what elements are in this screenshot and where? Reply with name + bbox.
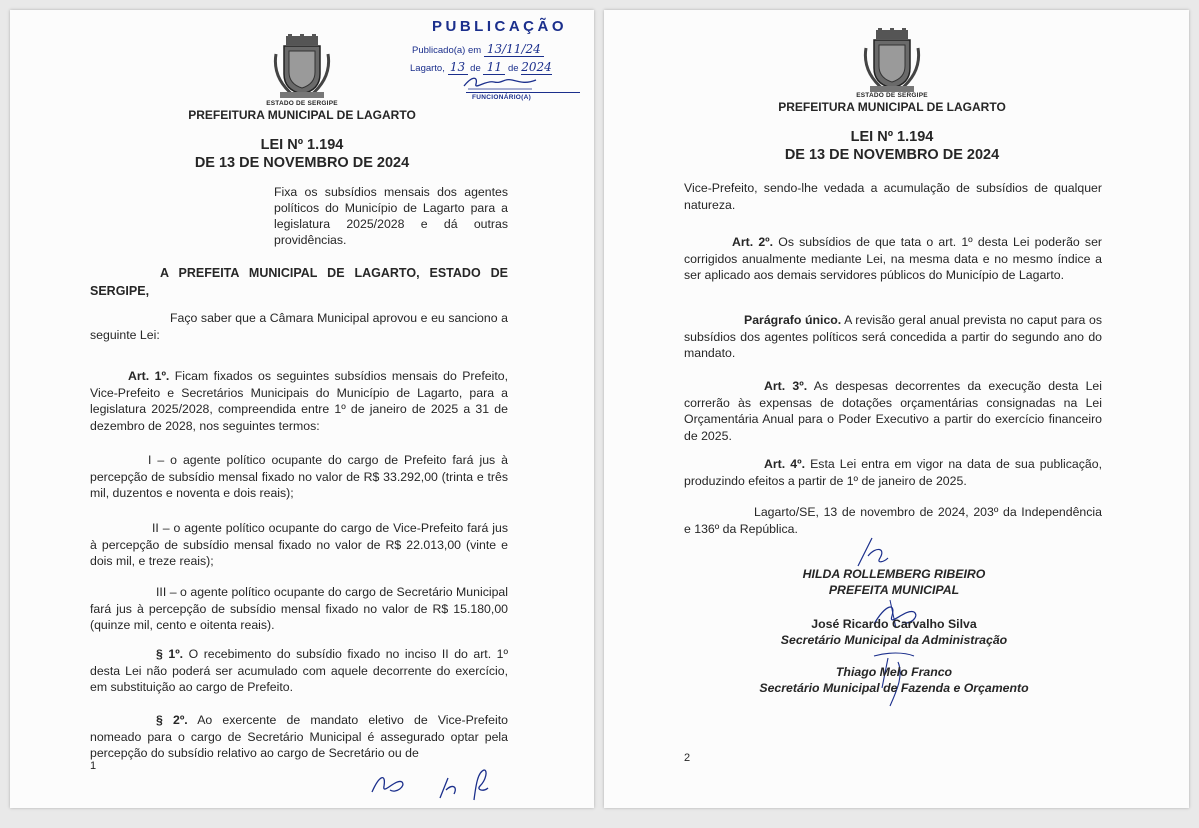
prefeitura-header: PREFEITURA MUNICIPAL DE LAGARTO bbox=[778, 100, 1006, 114]
stamp-day: 13 bbox=[448, 60, 468, 75]
law-date: DE 13 DE NOVEMBRO DE 2024 bbox=[784, 147, 1000, 163]
signature-block-admin bbox=[734, 616, 1054, 648]
stamp-published-date: 13/11/24 bbox=[484, 42, 544, 57]
article-3-text: As despesas decorrentes da execução desta Lei correrão às expensas de dotações orçamentárias consignadas na Lei Orçamentária Anual para o Poder Executivo a partir do exercício financeiro de 2025. bbox=[684, 379, 1102, 443]
state-label: ESTADO DE SERGIPE bbox=[266, 100, 338, 107]
admin-secretary-name: José Ricardo Carvalho Silva bbox=[811, 617, 977, 631]
page-number-2: 2 bbox=[684, 752, 691, 764]
ementa: Fixa os subsídios mensais dos agentes políticos do Município de Lagarto para a legislatura 2025/2028 e dá outras providências. bbox=[274, 185, 508, 247]
stamp-footer: FUNCIONÁRIO(A) bbox=[472, 94, 532, 101]
paragraph-1 bbox=[90, 646, 508, 696]
paragrafo-unico-label: Parágrafo único. bbox=[744, 313, 842, 327]
finance-secretary-name: Thiago Melo Franco bbox=[835, 665, 953, 679]
article-4-text: Esta Lei entra em vigor na data de sua publicação, produzindo efeitos a partir de 1º de janeiro de 2025. bbox=[684, 457, 1102, 488]
preamble-line-1: A PREFEITA MUNICIPAL DE LAGARTO, ESTADO DE bbox=[160, 266, 508, 280]
signature-block-mayor bbox=[734, 566, 1054, 598]
continuation-paragraph: Vice-Prefeito, sendo-lhe vedada a acumulação de subsídios de qualquer natureza. bbox=[684, 181, 1102, 212]
stamp-de-2: de bbox=[508, 63, 519, 74]
inciso-1: I – o agente político ocupante do cargo de Prefeito fará jus à percepção de subsídio mensal fixado no valor de R$ 33.292,00 (trinta e três mil, duzentos e noventa e dois reais); bbox=[90, 453, 508, 501]
paragraph-1-text: O recebimento do subsídio fixado no inciso II do art. 1º desta Lei não poderá ser acumulado com aquele decorrente do exercício, em substituição ao cargo de Prefeito. bbox=[90, 647, 508, 695]
article-2 bbox=[684, 234, 1102, 284]
inciso-2: II – o agente político ocupante do cargo de Vice-Prefeito fará jus à percepção de subsídio mensal fixado no valor de R$ 22.013,00 (vinte e dois mil, e treze reais); bbox=[90, 521, 508, 569]
paragrafo-unico bbox=[684, 312, 1102, 362]
stamp-published-prefix: Publicado(a) em bbox=[412, 45, 482, 56]
article-2-label: Art. 2º. bbox=[732, 235, 774, 249]
law-number: LEI Nº 1.194 bbox=[850, 129, 934, 145]
article-2-text: Os subsídios de que tata o art. 1º desta Lei poderão ser corrigidos anualmente mediante Lei, na mesma data e no mesmo índice a ser aplicado aos demais servidores públicos do Município de Lagarto. bbox=[684, 235, 1102, 283]
publication-stamp bbox=[408, 16, 590, 102]
article-4-label: Art. 4º. bbox=[764, 457, 806, 471]
paragrafo-unico-text: A revisão geral anual prevista no caput para os subsídios dos agentes políticos será concedida a partir do segundo ano do mandato. bbox=[684, 313, 1102, 361]
law-number: LEI Nº 1.194 bbox=[260, 137, 344, 153]
admin-secretary-role: Secretário Municipal da Administração bbox=[780, 633, 1008, 647]
paragraph-2 bbox=[90, 712, 508, 762]
paragraph-1-label: § 1º. bbox=[156, 647, 184, 661]
law-title bbox=[90, 136, 514, 172]
intro-paragraph: Faço saber que a Câmara Municipal aprovou e eu sanciono a seguinte Lei: bbox=[90, 311, 508, 342]
stamp-de-1: de bbox=[470, 63, 481, 74]
inciso-3: III – o agente político ocupante do cargo de Secretário Municipal fará jus à percepção de subsídio mensal fixado no valor de R$ 15.180,00 (quinze mil, cento e oitenta reais). bbox=[90, 585, 508, 633]
state-label: ESTADO DE SERGIPE bbox=[856, 92, 928, 99]
finance-secretary-role: Secretário Municipal de Fazenda e Orçamento bbox=[759, 681, 1029, 695]
signature-block-finance bbox=[714, 664, 1074, 696]
article-3-label: Art. 3º. bbox=[764, 379, 808, 393]
mayor-signature-icon bbox=[852, 534, 892, 568]
page-number-1: 1 bbox=[90, 760, 97, 772]
stamp-title: PUBLICAÇÃO bbox=[432, 18, 567, 35]
mayor-role: PREFEITA MUNICIPAL bbox=[828, 583, 960, 597]
preamble bbox=[90, 264, 508, 300]
paragraph-2-text: Ao exercente de mandato eletivo de Vice-Prefeito nomeado para o cargo de Secretário Municipal é assegurado optar pela percepção do subsídio relativo ao cargo de Secretário ou de bbox=[90, 713, 508, 761]
article-3 bbox=[684, 378, 1102, 444]
stamp-published-line bbox=[412, 42, 544, 57]
prefeitura-header: PREFEITURA MUNICIPAL DE LAGARTO bbox=[188, 108, 416, 122]
document-page-2 bbox=[604, 10, 1189, 808]
article-4 bbox=[684, 456, 1102, 489]
stamp-city: Lagarto, bbox=[410, 63, 445, 74]
stamp-year: 2024 bbox=[521, 60, 552, 74]
coat-of-arms-icon bbox=[272, 34, 332, 100]
mayor-name: HILDA ROLLEMBERG RIBEIRO bbox=[802, 567, 986, 581]
preamble-line-2: SERGIPE, bbox=[90, 284, 150, 298]
place-and-date: Lagarto/SE, 13 de novembro de 2024, 203º da Independência e 136º da República. bbox=[684, 505, 1102, 536]
coat-of-arms-icon bbox=[862, 28, 922, 94]
article-1-label: Art. 1º. bbox=[128, 369, 170, 383]
paragraph-2-label: § 2º. bbox=[156, 713, 188, 727]
stamp-date-line bbox=[410, 60, 552, 75]
document-page-1 bbox=[10, 10, 594, 808]
initials-signature-icon bbox=[366, 764, 496, 804]
law-date: DE 13 DE NOVEMBRO DE 2024 bbox=[194, 155, 410, 171]
stamp-signature-icon bbox=[460, 74, 540, 92]
stamp-month: 11 bbox=[483, 60, 505, 75]
law-title bbox=[684, 128, 1100, 164]
article-1-text: Ficam fixados os seguintes subsídios mensais do Prefeito, Vice-Prefeito e Secretários Municipais do Município de Lagarto, para a legislatura 2025/2028, compreendida entre 1º de janeiro de 2025 a 31 de dezembro de 2028, nos seguintes termos: bbox=[90, 369, 509, 433]
article-1 bbox=[90, 368, 508, 434]
stamp-footer-rule bbox=[466, 92, 580, 93]
